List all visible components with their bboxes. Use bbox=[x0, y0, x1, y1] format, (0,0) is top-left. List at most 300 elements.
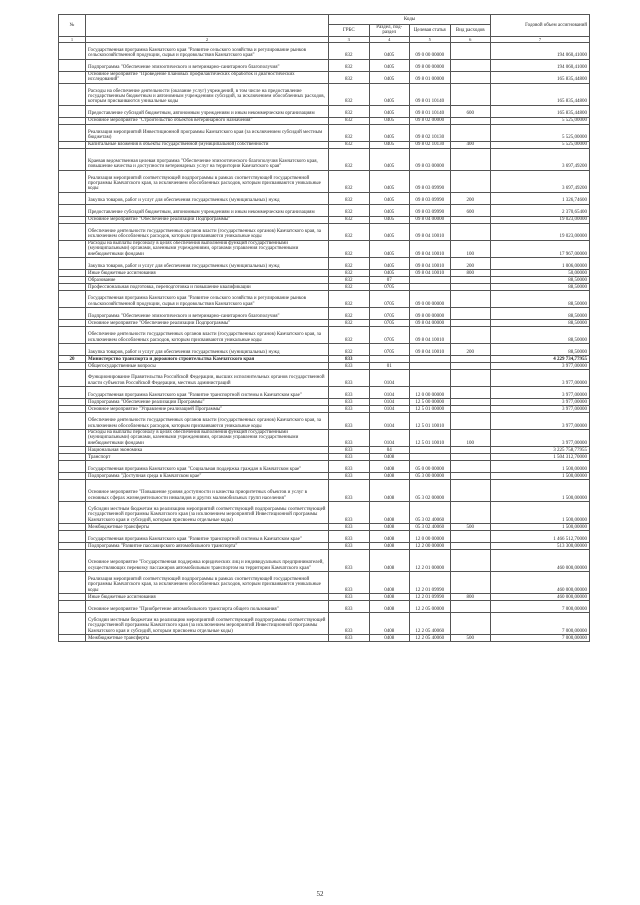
row-number bbox=[59, 430, 86, 447]
row-number bbox=[59, 601, 86, 613]
row-expense-type bbox=[450, 613, 491, 635]
row-amount: 513 300,00000 bbox=[491, 543, 590, 550]
row-grbs: 833 bbox=[329, 399, 370, 406]
row-expense-type bbox=[450, 399, 491, 406]
row-expense-type bbox=[450, 42, 491, 59]
row-target-article: 09 8 02 10130 bbox=[410, 124, 451, 141]
row-expense-type: 400 bbox=[450, 141, 491, 148]
row-amount: 88,50000 bbox=[491, 291, 590, 308]
row-grbs: 832 bbox=[329, 148, 370, 170]
row-razdel: 0405 bbox=[369, 83, 410, 105]
colnum: 1 bbox=[59, 36, 86, 42]
table-row bbox=[59, 480, 590, 502]
row-target-article bbox=[410, 277, 451, 284]
table-row bbox=[59, 320, 590, 327]
row-number bbox=[59, 71, 86, 83]
colnum: 7 bbox=[491, 36, 590, 42]
row-expense-type: 600 bbox=[450, 105, 491, 117]
row-target-article: 12 5 01 00000 bbox=[410, 406, 451, 413]
row-razdel: 0405 bbox=[369, 204, 410, 216]
row-target-article bbox=[410, 356, 451, 363]
row-razdel: 0405 bbox=[369, 240, 410, 257]
table-row bbox=[59, 216, 590, 223]
row-amount: 50,00000 bbox=[491, 270, 590, 277]
row-expense-type: 100 bbox=[450, 430, 491, 447]
row-razdel: 0408 bbox=[369, 461, 410, 473]
row-expense-type bbox=[450, 148, 491, 170]
row-name: Предоставление субсидий бюджетным, автономным учреждениям и иным некоммерческим организациям bbox=[86, 105, 329, 117]
row-number bbox=[59, 543, 86, 550]
row-expense-type bbox=[450, 356, 491, 363]
table-row bbox=[59, 117, 590, 124]
row-target-article bbox=[410, 447, 451, 454]
row-grbs: 832 bbox=[329, 170, 370, 192]
row-name: Государственная программа Камчатского края "Развитие сельского хозяйства и регулирование рынков сельскохозяйственной продукции, сырья и продовольствия Камчатского края" bbox=[86, 291, 329, 308]
row-amount: 88,50000 bbox=[491, 308, 590, 320]
row-grbs: 833 bbox=[329, 480, 370, 502]
row-amount: 3 977,00000 bbox=[491, 399, 590, 406]
row-name: Реализация мероприятий Инвестиционной программы Камчатского края (за исключением субсидий местным бюджетам) bbox=[86, 124, 329, 141]
row-grbs: 833 bbox=[329, 370, 370, 387]
row-number bbox=[59, 550, 86, 572]
row-razdel: 0405 bbox=[369, 170, 410, 192]
row-grbs: 833 bbox=[329, 473, 370, 480]
row-expense-type: 500 bbox=[450, 635, 491, 642]
row-grbs: 832 bbox=[329, 42, 370, 59]
row-razdel: 0408 bbox=[369, 524, 410, 531]
row-number bbox=[59, 524, 86, 531]
row-amount: 5 525,00000 bbox=[491, 141, 590, 148]
row-target-article: 09 8 03 00000 bbox=[410, 148, 451, 170]
row-target-article: 09 8 04 00000 bbox=[410, 216, 451, 223]
row-grbs: 833 bbox=[329, 613, 370, 635]
table-row bbox=[59, 613, 590, 635]
table-row bbox=[59, 83, 590, 105]
row-target-article: 09 8 01 10140 bbox=[410, 83, 451, 105]
row-target-article: 09 8 04 10010 bbox=[410, 258, 451, 270]
row-amount: 1 500,00000 bbox=[491, 473, 590, 480]
row-number bbox=[59, 270, 86, 277]
row-target-article: 09 8 03 09990 bbox=[410, 204, 451, 216]
row-name: Расходы на выплаты персоналу в целях обеспечения выполнения функций государственными (муниципальными) органами, казенными учреждениями, органами управления государственными внебюджетными фондами bbox=[86, 240, 329, 257]
row-grbs: 832 bbox=[329, 258, 370, 270]
row-number bbox=[59, 223, 86, 240]
row-target-article: 12 5 01 10010 bbox=[410, 413, 451, 430]
table-row bbox=[59, 430, 590, 447]
table-body bbox=[59, 42, 590, 641]
row-grbs: 833 bbox=[329, 406, 370, 413]
table-row bbox=[59, 524, 590, 531]
row-target-article: 09 8 01 00000 bbox=[410, 71, 451, 83]
row-expense-type bbox=[450, 277, 491, 284]
row-name: Иные бюджетные ассигнования bbox=[86, 594, 329, 601]
row-amount: 5 525,00000 bbox=[491, 117, 590, 124]
row-number bbox=[59, 399, 86, 406]
table-row bbox=[59, 461, 590, 473]
row-grbs: 833 bbox=[329, 572, 370, 594]
row-razdel: 0104 bbox=[369, 430, 410, 447]
row-number bbox=[59, 148, 86, 170]
table-row bbox=[59, 308, 590, 320]
row-razdel: 0405 bbox=[369, 258, 410, 270]
row-amount: 7 000,00000 bbox=[491, 613, 590, 635]
row-number bbox=[59, 635, 86, 642]
table-row bbox=[59, 363, 590, 370]
row-expense-type bbox=[450, 454, 491, 461]
row-name: Межбюджетные трансферты bbox=[86, 524, 329, 531]
row-razdel: 0408 bbox=[369, 572, 410, 594]
table-row bbox=[59, 327, 590, 344]
row-name: Расходы на обеспечение деятельности (оказание услуг) учреждений, в том числе на предоставление государственным бюджетным и автономным учреждениям субсидий, за исключением обособленных расходов, которым присваиваются уникальные коды bbox=[86, 83, 329, 105]
row-name: Иные бюджетные ассигнования bbox=[86, 270, 329, 277]
row-name: Министерство транспорта и дорожного строительства Камчатского края bbox=[86, 356, 329, 363]
header-grbs: ГРБС bbox=[329, 25, 370, 37]
row-razdel: 0405 bbox=[369, 105, 410, 117]
row-target-article: 12 5 01 10010 bbox=[410, 430, 451, 447]
row-expense-type: 100 bbox=[450, 240, 491, 257]
row-number bbox=[59, 117, 86, 124]
row-razdel: 0405 bbox=[369, 42, 410, 59]
row-grbs: 832 bbox=[329, 83, 370, 105]
row-number: 20 bbox=[59, 356, 86, 363]
row-number bbox=[59, 124, 86, 141]
table-row bbox=[59, 413, 590, 430]
row-target-article: 09 8 02 00000 bbox=[410, 117, 451, 124]
row-amount: 88,50000 bbox=[491, 284, 590, 291]
row-amount: 165 835,44800 bbox=[491, 71, 590, 83]
row-razdel: 0408 bbox=[369, 502, 410, 524]
row-amount: 3 977,00000 bbox=[491, 413, 590, 430]
row-expense-type: 800 bbox=[450, 594, 491, 601]
row-amount: 3 977,00000 bbox=[491, 430, 590, 447]
row-razdel: 0705 bbox=[369, 327, 410, 344]
row-amount: 165 835,44800 bbox=[491, 83, 590, 105]
row-amount: 194 060,41000 bbox=[491, 59, 590, 71]
row-razdel: 0405 bbox=[369, 192, 410, 204]
row-target-article: 09 8 04 10010 bbox=[410, 223, 451, 240]
row-razdel: 0104 bbox=[369, 399, 410, 406]
row-razdel: 0408 bbox=[369, 454, 410, 461]
row-number bbox=[59, 320, 86, 327]
row-grbs: 832 bbox=[329, 344, 370, 356]
budget-table bbox=[58, 14, 590, 642]
row-expense-type: 200 bbox=[450, 258, 491, 270]
page-number: 52 bbox=[316, 890, 324, 898]
row-target-article: 09 8 03 09990 bbox=[410, 192, 451, 204]
row-number bbox=[59, 370, 86, 387]
row-number bbox=[59, 216, 86, 223]
row-grbs: 833 bbox=[329, 447, 370, 454]
row-razdel: 0405 bbox=[369, 117, 410, 124]
row-number bbox=[59, 42, 86, 59]
row-expense-type bbox=[450, 59, 491, 71]
header-razdel: Раздел, под-раздел bbox=[369, 25, 410, 37]
row-razdel: 0408 bbox=[369, 531, 410, 543]
row-expense-type: 600 bbox=[450, 204, 491, 216]
row-name: Основное мероприятие "Проведение плановых профилактических обработок и диагностических исследований" bbox=[86, 71, 329, 83]
row-razdel: 0405 bbox=[369, 124, 410, 141]
row-amount: 1 500,00000 bbox=[491, 524, 590, 531]
table-row bbox=[59, 284, 590, 291]
row-target-article: 05 3 02 00000 bbox=[410, 480, 451, 502]
row-expense-type bbox=[450, 387, 491, 399]
table-row bbox=[59, 223, 590, 240]
row-name: Общегосударственные вопросы bbox=[86, 363, 329, 370]
row-number bbox=[59, 291, 86, 308]
row-name: Основное мероприятие "Строительство объектов ветеринарного назначения" bbox=[86, 117, 329, 124]
row-name: Государственная программа Камчатского края "Развитие сельского хозяйства и регулирование рынков сельскохозяйственной продукции, сырья и продовольствия Камчатского края" bbox=[86, 42, 329, 59]
table-row bbox=[59, 635, 590, 642]
row-amount: 3 977,00000 bbox=[491, 363, 590, 370]
row-expense-type: 200 bbox=[450, 192, 491, 204]
table-row bbox=[59, 370, 590, 387]
row-amount: 7 000,00000 bbox=[491, 635, 590, 642]
row-name: Капитальные вложения в объекты государственной (муниципальной) собственности bbox=[86, 141, 329, 148]
table-row bbox=[59, 192, 590, 204]
table-row bbox=[59, 277, 590, 284]
row-amount: 7 000,00000 bbox=[491, 601, 590, 613]
row-number bbox=[59, 413, 86, 430]
colnum: 5 bbox=[410, 36, 451, 42]
table-row bbox=[59, 447, 590, 454]
row-expense-type bbox=[450, 284, 491, 291]
row-expense-type bbox=[450, 461, 491, 473]
header-vr: Вид расходов bbox=[450, 25, 491, 37]
row-target-article: 12 2 00 00000 bbox=[410, 543, 451, 550]
row-number bbox=[59, 277, 86, 284]
row-grbs: 833 bbox=[329, 387, 370, 399]
row-number bbox=[59, 613, 86, 635]
row-target-article: 09 0 00 00000 bbox=[410, 291, 451, 308]
row-amount: 2 370,65400 bbox=[491, 204, 590, 216]
row-target-article: 05 3 02 40060 bbox=[410, 524, 451, 531]
row-number bbox=[59, 308, 86, 320]
row-razdel: 01 bbox=[369, 363, 410, 370]
row-target-article bbox=[410, 284, 451, 291]
row-number bbox=[59, 141, 86, 148]
table-row bbox=[59, 572, 590, 594]
table-row bbox=[59, 454, 590, 461]
row-expense-type bbox=[450, 124, 491, 141]
row-expense-type bbox=[450, 531, 491, 543]
row-razdel: 0408 bbox=[369, 613, 410, 635]
row-grbs: 832 bbox=[329, 204, 370, 216]
row-name: Закупка товаров, работ и услуг для обеспечения государственных (муниципальных) нужд bbox=[86, 192, 329, 204]
row-name: Государственная программа Камчатского края "Социальная поддержка граждан в Камчатском крае" bbox=[86, 461, 329, 473]
table-row bbox=[59, 170, 590, 192]
row-number bbox=[59, 572, 86, 594]
row-grbs: 832 bbox=[329, 270, 370, 277]
row-razdel: 0705 bbox=[369, 320, 410, 327]
row-grbs: 832 bbox=[329, 284, 370, 291]
row-amount: 17 967,00000 bbox=[491, 240, 590, 257]
row-expense-type: 200 bbox=[450, 344, 491, 356]
row-razdel: 04 bbox=[369, 447, 410, 454]
row-grbs: 832 bbox=[329, 223, 370, 240]
row-target-article: 12 2 01 00000 bbox=[410, 550, 451, 572]
row-name: Обеспечение деятельности государственных органов власти (государственных органов) Камчатского края, за исключением обособленных расходов, которым присваиваются уникальные коды bbox=[86, 223, 329, 240]
row-name: Закупка товаров, работ и услуг для обеспечения государственных (муниципальных) нужд bbox=[86, 344, 329, 356]
row-name: Подпрограмма "Доступная среда в Камчатском крае" bbox=[86, 473, 329, 480]
row-expense-type: 500 bbox=[450, 524, 491, 531]
row-amount: 3 697,49200 bbox=[491, 148, 590, 170]
row-razdel: 0405 bbox=[369, 270, 410, 277]
row-target-article: 09 8 04 10010 bbox=[410, 327, 451, 344]
table-row bbox=[59, 502, 590, 524]
row-amount: 3 225 758,77955 bbox=[491, 447, 590, 454]
row-number bbox=[59, 473, 86, 480]
row-name: Основное мероприятие "Обеспечение реализации Подпрограммы" bbox=[86, 320, 329, 327]
row-grbs: 833 bbox=[329, 550, 370, 572]
row-grbs: 832 bbox=[329, 124, 370, 141]
budget-sheet bbox=[58, 14, 590, 642]
row-target-article: 05 0 00 00000 bbox=[410, 461, 451, 473]
table-row bbox=[59, 601, 590, 613]
row-name: Функционирование Правительства Российской Федерации, высших исполнительных органов государственной власти субъектов Российской Федерации, местных администраций bbox=[86, 370, 329, 387]
row-amount: 3 977,00000 bbox=[491, 387, 590, 399]
table-row bbox=[59, 42, 590, 59]
table-row bbox=[59, 258, 590, 270]
row-grbs: 832 bbox=[329, 117, 370, 124]
table-row bbox=[59, 270, 590, 277]
row-number bbox=[59, 204, 86, 216]
row-expense-type bbox=[450, 406, 491, 413]
row-grbs: 833 bbox=[329, 356, 370, 363]
row-number bbox=[59, 531, 86, 543]
row-target-article: 12 2 01 09990 bbox=[410, 572, 451, 594]
row-amount: 3 977,00000 bbox=[491, 370, 590, 387]
table-row bbox=[59, 59, 590, 71]
row-grbs: 832 bbox=[329, 192, 370, 204]
row-razdel: 0104 bbox=[369, 406, 410, 413]
row-razdel bbox=[369, 356, 410, 363]
row-amount: 460 000,00000 bbox=[491, 572, 590, 594]
header-no: № bbox=[59, 15, 86, 37]
row-razdel: 0705 bbox=[369, 284, 410, 291]
row-expense-type bbox=[450, 502, 491, 524]
row-name: Основное мероприятие "Управление реализацией Программы" bbox=[86, 406, 329, 413]
row-target-article: 12 2 05 40060 bbox=[410, 635, 451, 642]
row-grbs: 833 bbox=[329, 502, 370, 524]
row-razdel: 0408 bbox=[369, 473, 410, 480]
row-grbs: 833 bbox=[329, 524, 370, 531]
row-target-article bbox=[410, 363, 451, 370]
row-number bbox=[59, 284, 86, 291]
row-target-article: 09 8 04 00000 bbox=[410, 320, 451, 327]
row-amount: 19 023,00000 bbox=[491, 223, 590, 240]
row-target-article bbox=[410, 370, 451, 387]
row-number bbox=[59, 447, 86, 454]
row-expense-type bbox=[450, 363, 491, 370]
row-target-article: 09 8 00 00000 bbox=[410, 59, 451, 71]
row-grbs: 832 bbox=[329, 320, 370, 327]
row-name: Основное мероприятие "Повышение уровня доступности и качества приоритетных объектов и услуг в основных сферах жизнедеятельности инвалидов и других маломобильных групп населения" bbox=[86, 480, 329, 502]
row-amount: 4 229 734,77955 bbox=[491, 356, 590, 363]
row-grbs: 832 bbox=[329, 59, 370, 71]
row-expense-type bbox=[450, 543, 491, 550]
row-grbs: 832 bbox=[329, 105, 370, 117]
row-amount: 1 504 312,70000 bbox=[491, 454, 590, 461]
table-row bbox=[59, 291, 590, 308]
row-number bbox=[59, 327, 86, 344]
row-grbs: 832 bbox=[329, 308, 370, 320]
row-grbs: 833 bbox=[329, 635, 370, 642]
table-row bbox=[59, 105, 590, 117]
row-target-article: 09 8 02 10130 bbox=[410, 141, 451, 148]
table-row bbox=[59, 543, 590, 550]
header-codes: Коды bbox=[329, 15, 491, 25]
row-razdel: 0408 bbox=[369, 543, 410, 550]
row-expense-type bbox=[450, 550, 491, 572]
row-name: Подпрограмма "Обеспечение реализации Программы" bbox=[86, 399, 329, 406]
row-amount: 5 525,00000 bbox=[491, 124, 590, 141]
row-name: Расходы на выплаты персоналу в целях обеспечения выполнения функций государственными (муниципальными) органами, казенными учреждениями, органами управления государственными внебюджетными фондами bbox=[86, 430, 329, 447]
row-amount: 19 023,00000 bbox=[491, 216, 590, 223]
row-expense-type bbox=[450, 572, 491, 594]
row-razdel: 0405 bbox=[369, 223, 410, 240]
row-number bbox=[59, 594, 86, 601]
row-grbs: 833 bbox=[329, 531, 370, 543]
row-amount: 1 500,00000 bbox=[491, 502, 590, 524]
row-expense-type bbox=[450, 117, 491, 124]
row-amount: 88,50000 bbox=[491, 327, 590, 344]
row-grbs: 833 bbox=[329, 363, 370, 370]
row-number bbox=[59, 105, 86, 117]
colnum: 4 bbox=[369, 36, 410, 42]
row-number bbox=[59, 461, 86, 473]
row-razdel: 0104 bbox=[369, 370, 410, 387]
header-sum: Годовой объем ассигнований bbox=[491, 15, 590, 37]
row-grbs: 833 bbox=[329, 543, 370, 550]
row-expense-type bbox=[450, 327, 491, 344]
colnum: 6 bbox=[450, 36, 491, 42]
row-number bbox=[59, 344, 86, 356]
row-target-article: 05 3 00 00000 bbox=[410, 473, 451, 480]
row-name: Основное мероприятие "Обеспечение реализации Подпрограммы" bbox=[86, 216, 329, 223]
row-expense-type bbox=[450, 223, 491, 240]
row-amount: 1 326,74600 bbox=[491, 192, 590, 204]
row-grbs: 833 bbox=[329, 461, 370, 473]
row-target-article: 12 0 00 00000 bbox=[410, 531, 451, 543]
row-amount: 165 835,44800 bbox=[491, 105, 590, 117]
row-grbs: 832 bbox=[329, 327, 370, 344]
row-razdel: 0104 bbox=[369, 387, 410, 399]
row-name: Государственная программа Камчатского края "Развитие транспортной системы в Камчатском крае" bbox=[86, 387, 329, 399]
row-razdel: 0408 bbox=[369, 635, 410, 642]
row-razdel: 0405 bbox=[369, 59, 410, 71]
row-name: Предоставление субсидий бюджетным, автономным учреждениям и иным некоммерческим организациям bbox=[86, 204, 329, 216]
row-target-article bbox=[410, 454, 451, 461]
row-number bbox=[59, 502, 86, 524]
row-expense-type: 800 bbox=[450, 270, 491, 277]
row-expense-type bbox=[450, 170, 491, 192]
row-expense-type bbox=[450, 473, 491, 480]
row-number bbox=[59, 240, 86, 257]
table-row bbox=[59, 344, 590, 356]
row-name: Национальная экономика bbox=[86, 447, 329, 454]
row-expense-type bbox=[450, 83, 491, 105]
row-razdel: 0405 bbox=[369, 148, 410, 170]
row-expense-type bbox=[450, 601, 491, 613]
row-expense-type bbox=[450, 216, 491, 223]
table-row bbox=[59, 141, 590, 148]
row-razdel: 0405 bbox=[369, 71, 410, 83]
row-grbs: 832 bbox=[329, 277, 370, 284]
row-expense-type bbox=[450, 320, 491, 327]
row-expense-type bbox=[450, 291, 491, 308]
row-amount: 460 000,00000 bbox=[491, 550, 590, 572]
row-grbs: 832 bbox=[329, 141, 370, 148]
